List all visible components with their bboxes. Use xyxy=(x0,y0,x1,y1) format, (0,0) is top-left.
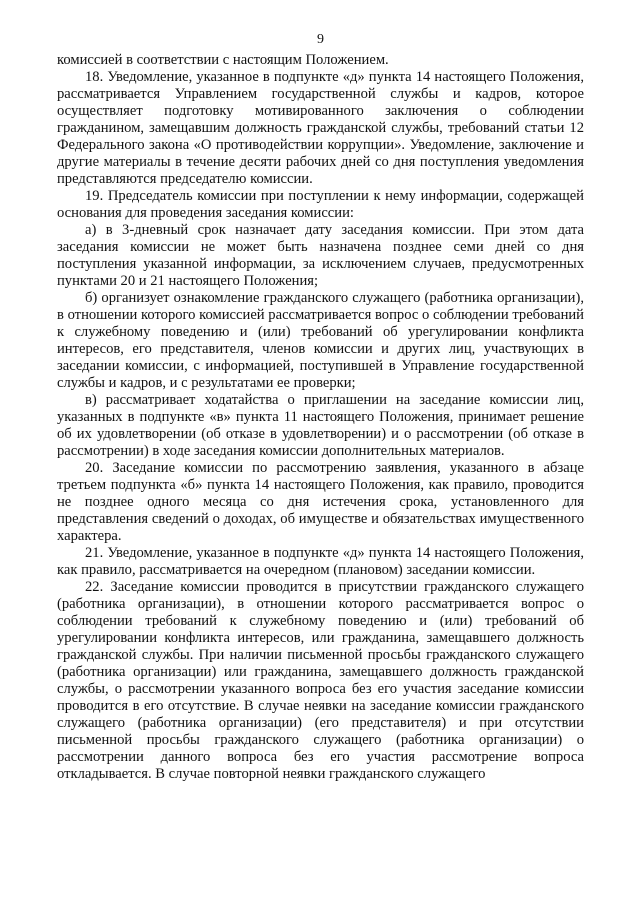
paragraph-19: 19. Председатель комиссии при поступлении к нему информации, содержащей основания для проведения заседания комиссии: xyxy=(57,188,584,221)
paragraph-19-b: б) организует ознакомление гражданского служащего (работника организации), в отношении которого комиссией рассматривается вопрос о соблюдении требований к служебному поведению и (или) требований об урегулировании конфликта интересов, его представителя, членов комиссии и других лиц, участвующих в заседании комиссии, с информацией, поступившей в Управление государственной службы и кадров, и с результатами ее проверки; xyxy=(57,290,584,391)
page-number: 9 xyxy=(317,32,324,47)
document-body xyxy=(57,52,584,783)
paragraph-19-v: в) рассматривает ходатайства о приглашении на заседание комиссии лиц, указанных в подпункте «в» пункта 11 настоящего Положения, принимает решение об их удовлетворении (об отказе в удовлетворении) и о рассмотрении (об отказе в рассмотрении) в ходе заседания комиссии дополнительных материалов. xyxy=(57,392,584,459)
paragraph-18: 18. Уведомление, указанное в подпункте «д» пункта 14 настоящего Положения, рассматривается Управлением государственной службы и кадров, которое осуществляет подготовку мотивированного заключения о соблюдении гражданином, замещавшим должность гражданской службы, требований статьи 12 Федерального закона «О противодействии коррупции». Уведомление, заключение и другие материалы в течение десяти рабочих дней со дня поступления уведомления представляются председателю комиссии. xyxy=(57,69,584,187)
paragraph-19-a: а) в 3-дневный срок назначает дату заседания комиссии. При этом дата заседания комиссии не может быть назначена позднее семи дней со дня поступления указанной информации, за исключением случаев, предусмотренных пунктами 20 и 21 настоящего Положения; xyxy=(57,222,584,289)
paragraph-20: 20. Заседание комиссии по рассмотрению заявления, указанного в абзаце третьем подпункта «б» пункта 14 настоящего Положения, как правило, проводится не позднее одного месяца со дня истечения срока, установленного для представления сведений о доходах, об имуществе и обязательствах имущественного характера. xyxy=(57,460,584,544)
paragraph-22: 22. Заседание комиссии проводится в присутствии гражданского служащего (работника организации), в отношении которого рассматривается вопрос о соблюдении требований к служебному поведению и (или) требований об урегулировании конфликта интересов, или гражданина, замещавшего должность гражданской службы. При наличии письменной просьбы гражданского служащего (работника организации) или гражданина, замещавшего должность гражданской службы, о рассмотрении указанного вопроса без его участия заседание комиссии проводится в его отсутствие. В случае неявки на заседание комиссии гражданского служащего (работника организации) (его представителя) и при отсутствии письменной просьбы гражданского служащего (работника организации) о рассмотрении данного вопроса без его участия рассмотрение вопроса откладывается. В случае повторной неявки гражданского служащего xyxy=(57,579,584,782)
paragraph-continuation: комиссией в соответствии с настоящим Положением. xyxy=(57,52,389,68)
paragraph-21: 21. Уведомление, указанное в подпункте «д» пункта 14 настоящего Положения, как правило, рассматривается на очередном (плановом) заседании комиссии. xyxy=(57,545,584,578)
